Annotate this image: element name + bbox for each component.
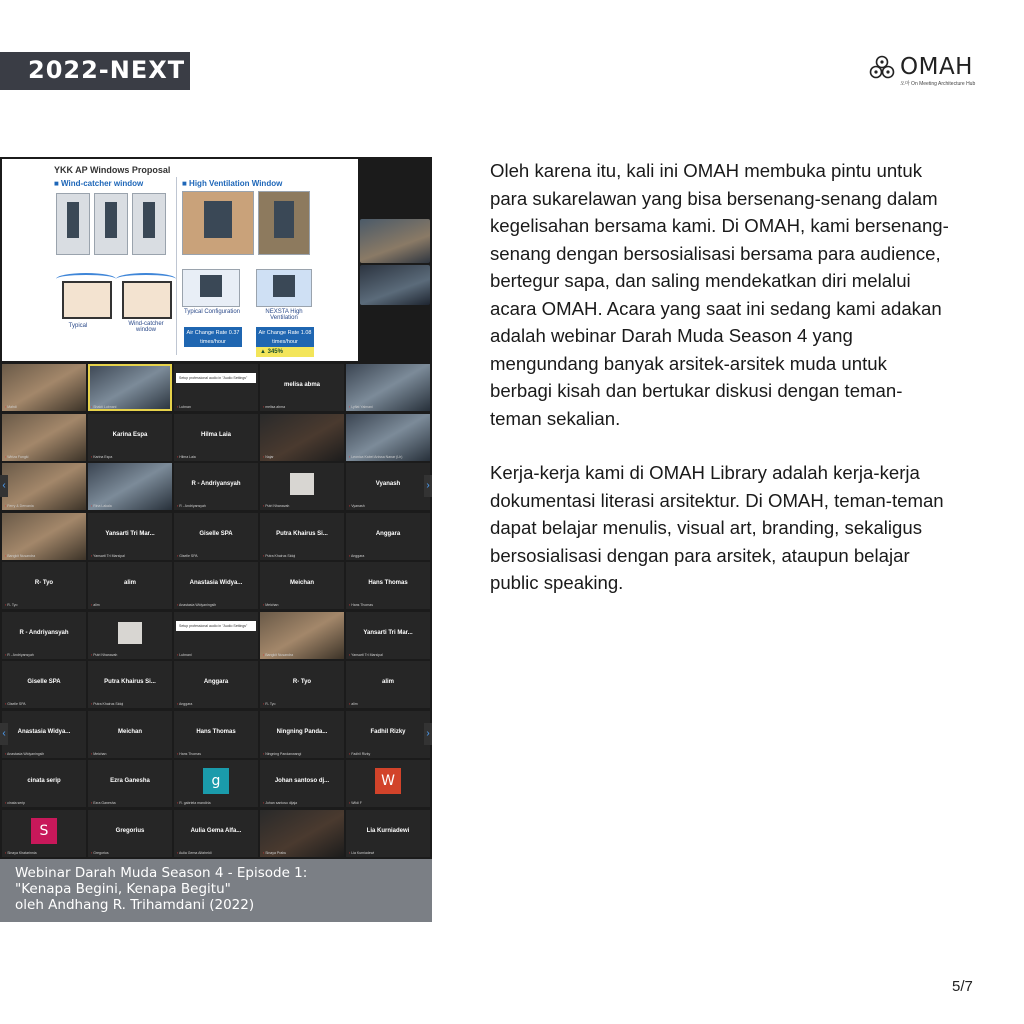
slide-left-heading: ■ Wind-catcher window <box>54 179 144 188</box>
participant-name-label: ▪ Najar <box>263 455 274 459</box>
participant-name-label: ▪ Wildi F <box>349 801 362 805</box>
typical-diagram <box>62 281 112 319</box>
participant-display-name: Giselle SPA <box>199 530 233 537</box>
participant-name-label: ▪ Ezra Ganesha <box>91 801 116 805</box>
participant-name-label: ▪ Shakti Lubnani <box>91 405 116 409</box>
participant-name-label: ▪ cinata serip <box>5 801 25 805</box>
participant-display-name: Anastasia Widya... <box>189 580 243 586</box>
participant-tile[interactable] <box>88 711 172 758</box>
grid-prev-arrow-icon[interactable]: ‹ <box>0 475 8 497</box>
speaker-video-2 <box>360 265 430 305</box>
participant-name-label: ▪ Lia Kurniadewi <box>349 851 374 855</box>
participant-name-label: ▪ Meichan <box>263 603 278 607</box>
participant-name-label: ▪ Putra Khairus Sidqi <box>91 702 123 706</box>
participant-name-label: ▪ Leonica Kabel Anissa Nanar (Lh) <box>349 455 402 459</box>
shared-slide <box>2 159 358 361</box>
participant-tile[interactable] <box>174 364 258 411</box>
participant-name-label: ▪ Johan santoso dijaja <box>263 801 297 805</box>
participant-tile[interactable] <box>260 364 344 411</box>
slide-right-heading: ■ High Ventilation Window <box>182 179 283 188</box>
participant-tile[interactable] <box>346 562 430 609</box>
participant-display-name: Yansarti Tri Mar... <box>105 530 155 537</box>
participant-name-label: ▪ Yansarti Tri Marsipal <box>349 653 383 657</box>
participant-name-label: ▪ Putri Nhanavah <box>91 653 117 657</box>
participant-display-name: R - Andriyansyah <box>19 629 69 636</box>
participant-display-name: R- Tyo <box>34 580 54 586</box>
participant-name-label: ▪ Hilma Laia <box>177 455 196 459</box>
participant-display-name: cinata serip <box>27 778 61 784</box>
zoom-screenshot <box>0 157 432 859</box>
section-tag-label: 2022-NEXT <box>28 56 186 84</box>
typical-airflow-diagram <box>182 269 240 307</box>
participant-name-label: ▪ Gregorius <box>91 851 109 855</box>
participant-name-label: ▪ Bangkit Nusandra <box>5 554 35 558</box>
participant-name-label: ▪ Lubnani <box>177 653 192 657</box>
participant-name-label: ▪ Yansarti Tri Marsipal <box>91 554 125 558</box>
figure-caption <box>0 859 432 922</box>
participant-display-name: Anggara <box>203 679 229 685</box>
participant-tile[interactable] <box>88 513 172 560</box>
participant-name-label: ▪ Fadhil Rizky <box>349 752 370 756</box>
participant-tile[interactable] <box>346 612 430 659</box>
grid-prev-arrow-icon-2[interactable]: ‹ <box>0 723 8 745</box>
participant-display-name: Hans Thomas <box>196 728 236 735</box>
participant-thumbnail <box>290 473 314 495</box>
participant-display-name: Putra Khairus Si... <box>104 679 156 685</box>
window-photo-3 <box>132 193 166 255</box>
participant-tile[interactable] <box>2 810 86 857</box>
participant-tile[interactable] <box>88 810 172 857</box>
window-unit-photo <box>258 191 310 255</box>
participant-tile[interactable] <box>260 562 344 609</box>
participant-tile[interactable] <box>346 711 430 758</box>
participant-tile[interactable] <box>346 513 430 560</box>
participant-name-label: ▪ R. gabriela mandiria <box>177 801 211 805</box>
audio-setup-prompt[interactable]: Setup professional audio in "Audio Settings" <box>176 621 256 631</box>
participant-display-name: Lia Kurniadewi <box>366 827 410 834</box>
participant-display-name: Meichan <box>289 580 314 586</box>
participant-display-name: melisa abma <box>283 382 321 388</box>
participant-display-name: Ningning Panda... <box>276 728 328 735</box>
slide-title: YKK AP Windows Proposal <box>54 165 171 175</box>
body-text <box>490 157 950 624</box>
participant-avatar: W <box>375 768 401 794</box>
participant-tile[interactable] <box>174 661 258 708</box>
participant-name-label: ▪ Lubnan <box>177 405 191 409</box>
caption-nexsta: NEXSTA High Ventilation <box>265 309 303 321</box>
participant-tile[interactable] <box>88 562 172 609</box>
participant-avatar: S <box>31 818 57 844</box>
participant-tile[interactable] <box>346 463 430 510</box>
participant-display-name: Hilma Laia <box>200 431 231 438</box>
participant-tile[interactable] <box>260 661 344 708</box>
participant-name-label: ▪ R - Andriyansyah <box>177 504 206 508</box>
participant-name-label: ▪ Anastasia Widyaningsih <box>177 603 216 607</box>
participant-tile[interactable] <box>260 463 344 510</box>
page-number: 5/7 <box>952 978 973 995</box>
participant-name-label: ▪ Vyanash <box>349 504 365 508</box>
window-photo-1 <box>56 193 90 255</box>
participant-display-name: R- Tyo <box>292 679 312 685</box>
slide-divider <box>176 177 177 355</box>
participant-tile[interactable] <box>2 513 86 560</box>
participant-tile[interactable] <box>88 661 172 708</box>
speaker-video-1 <box>360 219 430 263</box>
participant-display-name: Aulia Gema Alfa... <box>190 827 242 834</box>
participant-tile[interactable] <box>346 760 430 807</box>
caption-line-2: "Kenapa Begini, Kenapa Begitu" <box>15 881 231 897</box>
participant-tile[interactable] <box>346 810 430 857</box>
participant-name-label: ▪ Mahdi <box>5 405 17 409</box>
participant-name-label: ▪ Putra Khairus Sidqi <box>263 554 295 558</box>
participant-name-label: ▪ Ferry & Dervania <box>5 504 34 508</box>
trefoil-logo-icon <box>868 54 896 82</box>
participant-tile[interactable] <box>174 810 258 857</box>
participant-display-name: Putra Khairus Si... <box>276 530 328 537</box>
participant-tile[interactable] <box>2 364 86 411</box>
participant-name-label: ▪ Hans Thomas <box>349 603 373 607</box>
participant-display-name: Meichan <box>117 728 142 735</box>
caption-typical: Typical <box>68 323 88 329</box>
participant-tile[interactable] <box>346 661 430 708</box>
participant-name-label: ▪ Anastasia Widyaningsih <box>5 752 44 756</box>
participant-tile[interactable] <box>174 562 258 609</box>
participant-tile[interactable] <box>2 760 86 807</box>
participant-tile[interactable] <box>346 364 430 411</box>
caption-windcatcher: Wind-catcher window <box>128 321 164 333</box>
participant-name-label: ▪ Anggara <box>177 702 192 706</box>
participant-display-name: R - Andriyansyah <box>191 481 241 487</box>
rate-typical: Air Change Rate 0.37 times/hour <box>184 327 242 347</box>
participant-tile[interactable] <box>260 810 344 857</box>
caption-typical-config: Typical Configuration <box>183 309 241 315</box>
participant-name-label: ▪ Sinaya Khatarinnia <box>5 851 37 855</box>
participant-name-label: ▪ Giselle SPA <box>177 554 198 558</box>
participant-name-label: ▪ Ningning Pandanwangi <box>263 752 301 756</box>
participant-name-label: ▪ Meichan <box>91 752 106 756</box>
participant-display-name: alim <box>123 580 136 586</box>
participant-avatar: g <box>203 768 229 794</box>
participant-tile[interactable] <box>88 414 172 461</box>
participant-name-label: ▪ alim <box>91 603 100 607</box>
participant-name-label: ▪ Aulia Gema Alfaheldi <box>177 851 212 855</box>
participant-tile[interactable] <box>260 760 344 807</box>
participant-display-name: alim <box>381 679 394 685</box>
nexsta-airflow-diagram <box>256 269 312 307</box>
omah-logo <box>868 54 978 90</box>
participant-tile[interactable] <box>260 612 344 659</box>
participant-tile[interactable] <box>2 711 86 758</box>
room-photo <box>182 191 254 255</box>
participant-name-label: ▪ Wiriza Fungki <box>5 455 28 459</box>
participant-name-label: ▪ alim <box>349 702 358 706</box>
participant-thumbnail <box>118 622 142 644</box>
grid-next-arrow-icon-2[interactable]: › <box>424 723 432 745</box>
participant-display-name: Ezra Ganesha <box>110 778 150 784</box>
participant-tile[interactable] <box>174 414 258 461</box>
participant-name-label: ▪ Hans Thomas <box>177 752 201 756</box>
participant-name-label: ▪ Rina Lakala <box>91 504 112 508</box>
rate-nexsta: Air Change Rate 1.08 times/hour <box>256 327 314 347</box>
participant-name-label: ▪ Karina Espa <box>91 455 112 459</box>
participant-display-name: Hans Thomas <box>368 580 408 586</box>
participant-name-label: ▪ R- Tyo <box>5 603 17 607</box>
participant-display-name: Anastasia Widya... <box>17 728 71 735</box>
section-tag <box>0 52 190 90</box>
participant-display-name: Fadhil Rizky <box>370 728 406 735</box>
participant-name-label: ▪ R - Andriyansyah <box>5 653 34 657</box>
caption-line-3: oleh Andhang R. Trihamdani (2022) <box>15 897 255 913</box>
grid-next-arrow-icon[interactable]: › <box>424 475 432 497</box>
participant-tile[interactable] <box>174 463 258 510</box>
participant-display-name: Gregorius <box>115 827 145 834</box>
participant-tile[interactable] <box>174 760 258 807</box>
participant-tile[interactable] <box>2 612 86 659</box>
boost-badge: ▲ 345% <box>256 347 314 357</box>
participant-name-label: ▪ Lyfiat Yalmani <box>349 405 373 409</box>
participant-tile[interactable] <box>346 414 430 461</box>
participant-tile[interactable] <box>174 612 258 659</box>
participant-name-label: ▪ Sinaya Prabu <box>263 851 286 855</box>
participant-name-label: ▪ Anggara <box>349 554 364 558</box>
participant-tile[interactable] <box>260 513 344 560</box>
participant-tile[interactable] <box>260 414 344 461</box>
participant-tile[interactable] <box>2 414 86 461</box>
audio-setup-prompt[interactable]: Setup professional audio in "Audio Settings" <box>176 373 256 383</box>
participant-display-name: Yansarti Tri Mar... <box>363 629 413 636</box>
participant-display-name: Karina Espa <box>112 431 148 438</box>
windcatcher-diagram <box>122 281 172 319</box>
participant-tile[interactable] <box>2 661 86 708</box>
participant-display-name: Vyanash <box>375 481 401 487</box>
participant-name-label: ▪ Putri Nhanavah <box>263 504 289 508</box>
participant-name-label: ▪ Giselle SPA <box>5 702 26 706</box>
participant-name-label: ▪ melisa abma <box>263 405 285 409</box>
logo-wordmark: OMAH <box>900 54 973 80</box>
logo-subtitle: 오마 On Meeting Architecture Hub <box>900 81 976 87</box>
participant-display-name: Anggara <box>375 530 401 537</box>
participant-tile[interactable] <box>88 463 172 510</box>
participant-tile[interactable] <box>88 364 172 411</box>
caption-line-1: Webinar Darah Muda Season 4 - Episode 1: <box>15 865 308 881</box>
paragraph-2: Kerja-kerja kami di OMAH Library adalah kerja-kerja dokumentasi literasi arsitektur. Di OMAH, teman-teman dapat belajar menulis, visual art, branding, sekaligus bersosialisasi dengan para arsitek, ataupun belajar public speaking. <box>490 462 944 593</box>
participant-tile[interactable] <box>260 711 344 758</box>
participant-tile[interactable] <box>88 612 172 659</box>
webinar-figure <box>0 157 432 922</box>
participant-tile[interactable] <box>2 463 86 510</box>
participant-tile[interactable] <box>174 513 258 560</box>
paragraph-1: Oleh karena itu, kali ini OMAH membuka pintu untuk para sukarelawan yang bisa bersenang-senang dalam kegelisahan bersama kami. Di OMAH, kami bersenang-senang dengan bersosialisasi bersama para audience, bertegur sapa, dan saling mendekatkan diri melalui acara OMAH. Acara yang saat ini sedang kami adakan adalah webinar Darah Muda Season 4 yang mengundang banyak arsitek-arsitek muda untuk berbagi kisah dan bertukar diskusi dengan teman-teman sekalian. <box>490 160 949 429</box>
participant-display-name: Giselle SPA <box>27 679 61 685</box>
window-photo-2 <box>94 193 128 255</box>
participant-tile[interactable] <box>174 711 258 758</box>
participant-name-label: ▪ Bangkit Nusandra <box>263 653 293 657</box>
participant-display-name: Johan santoso dj... <box>274 778 330 784</box>
participant-tile[interactable] <box>2 562 86 609</box>
participant-tile[interactable] <box>88 760 172 807</box>
participant-name-label: ▪ R- Tyo <box>263 702 275 706</box>
